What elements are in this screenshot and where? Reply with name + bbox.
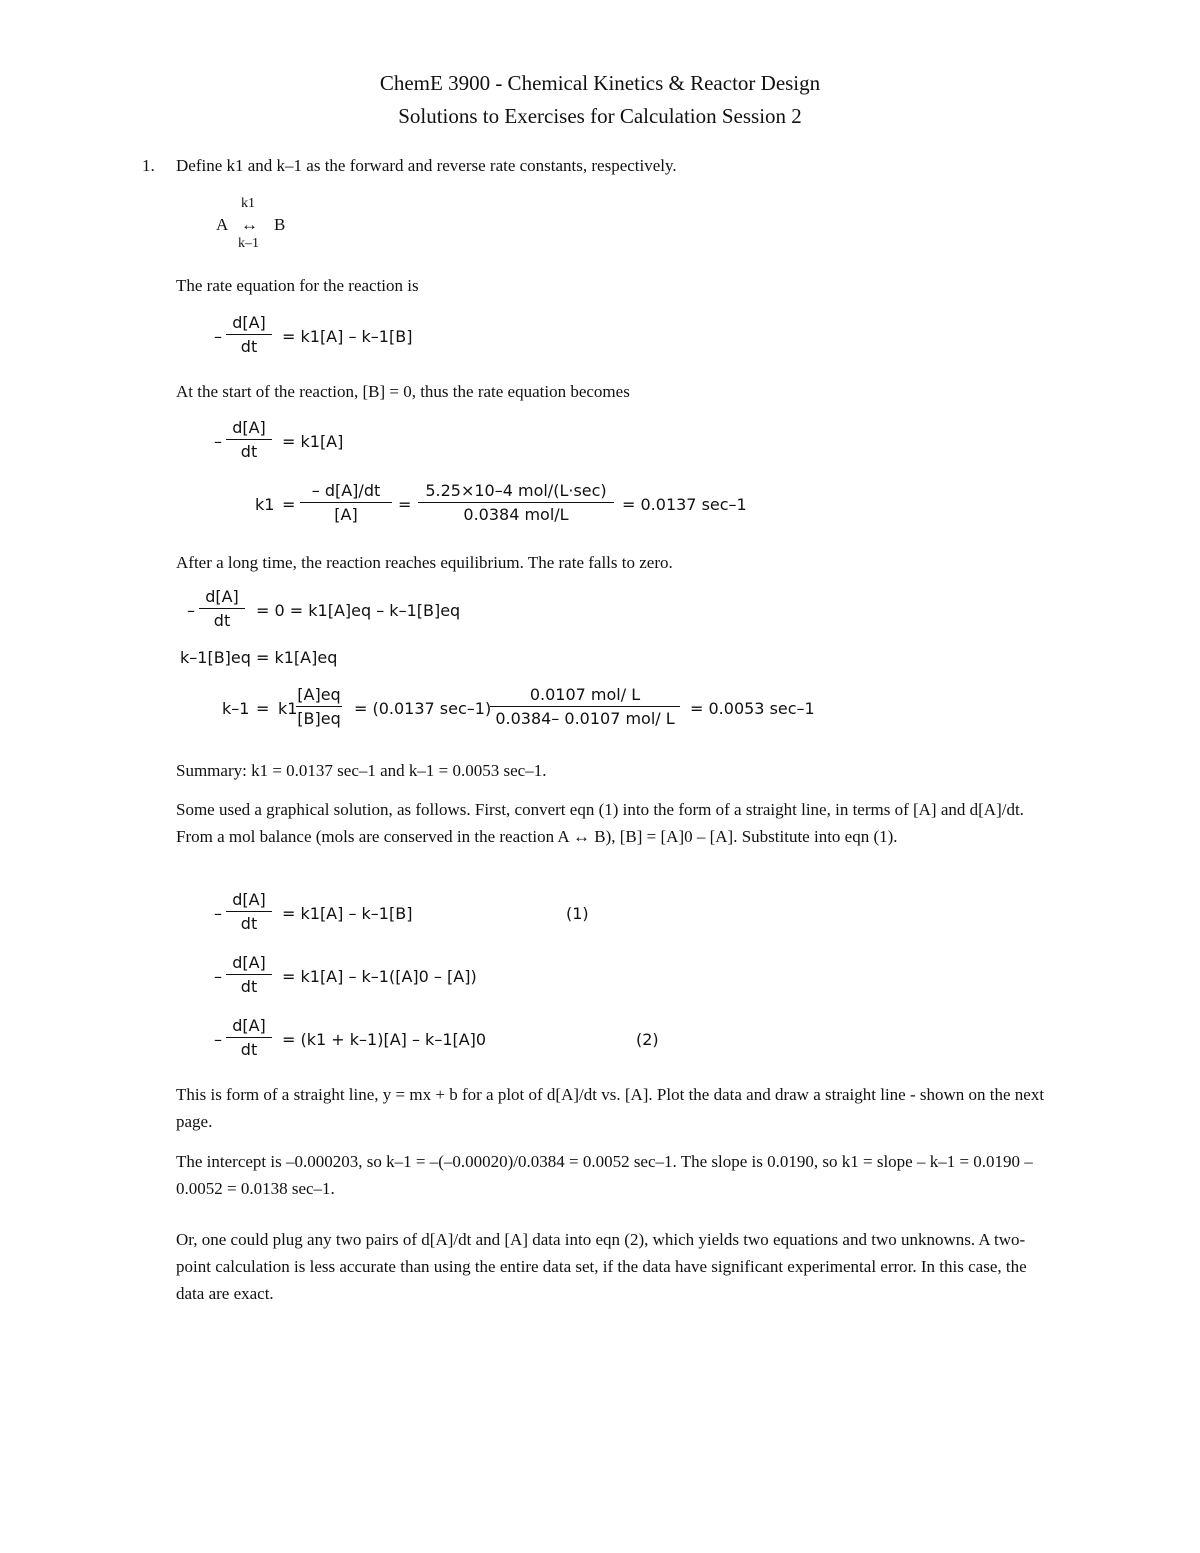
derivative-denominator: dt: [240, 1040, 258, 1059]
problem-define-text: Define k1 and k–1 as the forward and reverse rate constants, respectively.: [176, 156, 677, 175]
equation-2-tag: (2): [636, 1030, 659, 1049]
derivative-fraction: [226, 313, 272, 356]
k-forward-label: k1: [241, 196, 255, 211]
k1-fraction-2-denominator: 0.0384 mol/L: [463, 505, 569, 524]
equilibrium-text: After a long time, the reaction reaches equilibrium. The rate falls to zero.: [176, 553, 673, 572]
straight-line-paragraph: This is form of a straight line, y = mx + b for a plot of d[A]/dt vs. [A]. Plot the data and draw a straight line - shown on the next page.: [176, 1085, 1045, 1131]
derivative-numerator: d[A]: [232, 1016, 266, 1035]
minus-sign: –: [214, 967, 222, 986]
product-label: B: [274, 215, 286, 234]
start-condition-text: At the start of the reaction, [B] = 0, thus the rate equation becomes: [176, 382, 630, 401]
k1-result: = 0.0137 sec–1: [622, 495, 747, 514]
intercept-paragraph: The intercept is –0.000203, so k–1 = –(–0.00020)/0.0384 = 0.0052 sec–1. The slope is 0.0190, so k1 = slope – k–1 = 0.0190 – 0.0052 = 0.0138 sec–1.: [176, 1152, 1033, 1198]
initial-rate-rhs: = k1[A]: [282, 432, 344, 451]
k1-fraction-2: [418, 481, 614, 524]
derivative-numerator: d[A]: [232, 890, 266, 909]
equation-1-rhs: = k1[A] – k–1[B]: [282, 904, 413, 923]
derivative-fraction: [226, 418, 272, 461]
derivative-fraction: [226, 953, 272, 996]
document-subtitle: Solutions to Exercises for Calculation Session 2: [398, 104, 802, 128]
k1-factor: k1: [278, 699, 298, 718]
k-reverse-fraction: [490, 685, 680, 728]
problem-number: 1.: [142, 156, 155, 175]
rate-equation-rhs: = k1[A] – k–1[B]: [282, 327, 413, 346]
minus-sign: –: [214, 432, 222, 451]
derivative-numerator: d[A]: [205, 587, 239, 606]
minus-sign: –: [214, 1030, 222, 1049]
concentration-ratio-numerator: [A]eq: [297, 685, 341, 704]
k-reverse-label: k–1: [238, 236, 259, 251]
summary-text: Summary: k1 = 0.0137 sec–1 and k–1 = 0.0053 sec–1.: [176, 761, 547, 780]
reversible-arrow-icon: ↔: [241, 215, 258, 234]
document-title: ChemE 3900 - Chemical Kinetics & Reactor Design: [379, 71, 821, 95]
rate-intro-text: The rate equation for the reaction is: [176, 276, 419, 295]
equilibrium-rhs: = 0 = k1[A]eq – k–1[B]eq: [256, 601, 461, 620]
derivative-fraction: [199, 587, 245, 630]
derivative-numerator: d[A]: [232, 953, 266, 972]
minus-sign: –: [187, 601, 195, 620]
derivative-denominator: dt: [240, 977, 258, 996]
k1-fraction-1-denominator: [A]: [334, 505, 358, 524]
equals-sign: =: [256, 699, 270, 718]
k-reverse-fraction-numerator: 0.0107 mol/ L: [529, 685, 641, 704]
minus-sign: –: [214, 904, 222, 923]
k-reverse-middle: = (0.0137 sec–1): [354, 699, 492, 718]
derivative-fraction: [226, 1016, 272, 1059]
derivative-numerator: d[A]: [232, 418, 266, 437]
equilibrium-balance: k–1[B]eq = k1[A]eq: [180, 648, 338, 667]
minus-sign: –: [214, 327, 222, 346]
k1-fraction-2-numerator: 5.25×10–4 mol/(L·sec): [425, 481, 607, 500]
two-point-paragraph: Or, one could plug any two pairs of d[A]/dt and [A] data into eqn (2), which yields two equations and two unknowns. A two-point calculation is less accurate than using the entire data set, if the data have significant experimental error. In this case, the data are exact.: [176, 1230, 1027, 1303]
k1-fraction-1-numerator: – d[A]/dt: [311, 481, 381, 500]
k1-fraction-1: [300, 481, 392, 524]
k-reverse-fraction-denominator: 0.0384– 0.0107 mol/ L: [495, 709, 675, 728]
derivative-fraction: [226, 890, 272, 933]
equals-sign: =: [282, 495, 296, 514]
derivative-denominator: dt: [213, 611, 231, 630]
k1-label: k1: [255, 495, 275, 514]
substituted-equation-rhs: = k1[A] – k–1([A]0 – [A]): [282, 967, 477, 986]
derivative-numerator: d[A]: [232, 313, 266, 332]
equation-2-rhs: = (k1 + k–1)[A] – k–1[A]0: [282, 1030, 487, 1049]
k-reverse-result: = 0.0053 sec–1: [690, 699, 815, 718]
derivative-denominator: dt: [240, 337, 258, 356]
k-reverse-label: k–1: [222, 699, 250, 718]
graphical-solution-paragraph: Some used a graphical solution, as follows. First, convert eqn (1) into the form of a straight line, in terms of [A] and d[A]/dt. From a mol balance (mols are conserved in the reaction A ↔ B), [B] = [A]0 – [A]. Substitute into eqn (1).: [176, 800, 1024, 846]
reactant-label: A: [216, 215, 229, 234]
derivative-denominator: dt: [240, 442, 258, 461]
derivative-denominator: dt: [240, 914, 258, 933]
concentration-ratio: [296, 685, 342, 728]
equals-sign: =: [398, 495, 412, 514]
concentration-ratio-denominator: [B]eq: [297, 709, 341, 728]
equation-1-tag: (1): [566, 904, 589, 923]
